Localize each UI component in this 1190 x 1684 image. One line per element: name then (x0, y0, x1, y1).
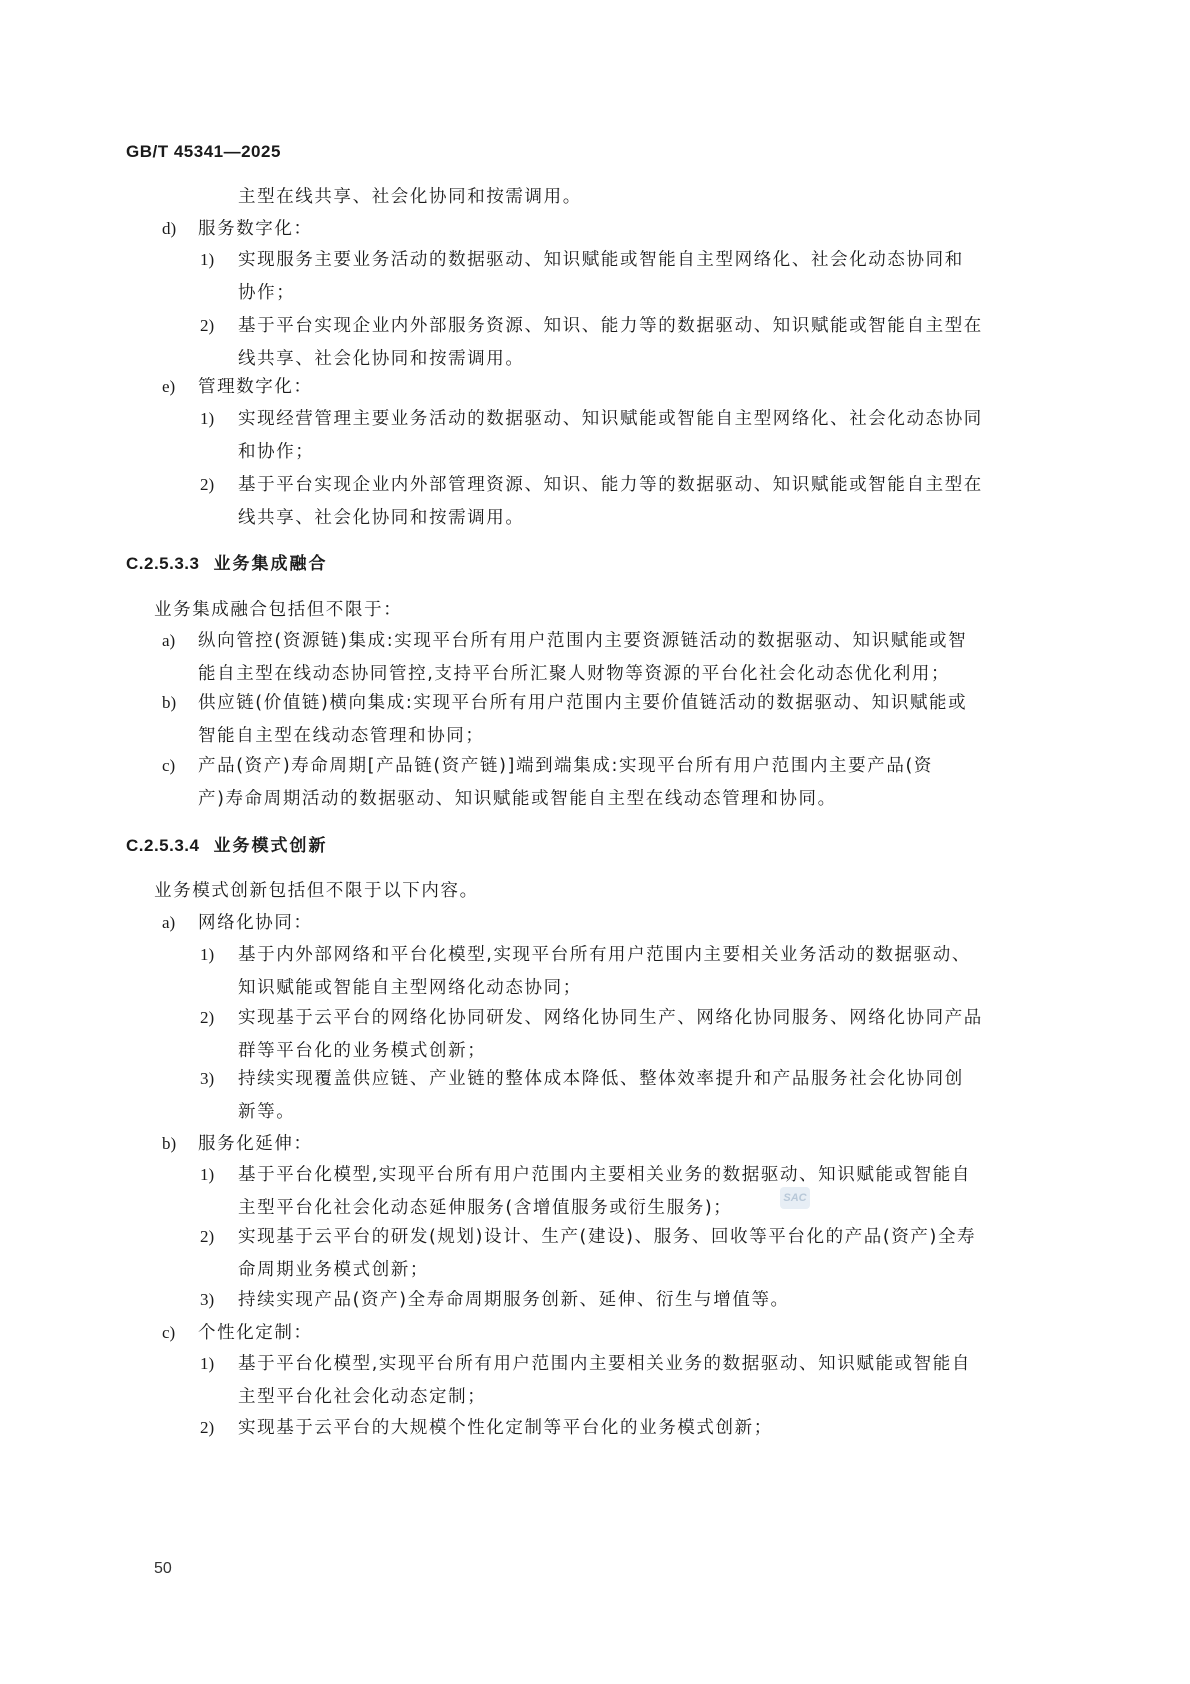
standard-code: GB/T 45341—2025 (126, 142, 281, 161)
list-item-text: 基于平台实现企业内外部管理资源、知识、能力等的数据驱动、知识赋能或智能自主型在 (238, 475, 983, 495)
list-item-text: 线共享、社会化协同和按需调用。 (238, 349, 525, 369)
list-item-label: d) (162, 219, 177, 238)
list-item-label: a) (162, 913, 176, 932)
list-item-text: 协作； (238, 283, 296, 303)
list-item-text: 持续实现产品(资产)全寿命周期服务创新、延伸、衍生与增值等。 (238, 1290, 790, 1310)
list-item-text: 供应链(价值链)横向集成:实现平台所有用户范围内主要价值链活动的数据驱动、知识赋能或 (198, 693, 968, 713)
section-heading (126, 553, 328, 575)
list-item-text: 能自主型在线动态协同管控,支持平台所汇聚人财物等资源的平台化社会化动态优化利用； (198, 664, 951, 684)
section-heading (126, 835, 328, 857)
list-item-label: 1) (200, 250, 215, 269)
list-item-label: c) (162, 1323, 176, 1342)
list-item-text: 命周期业务模式创新； (238, 1260, 429, 1280)
list-item-text: 线共享、社会化协同和按需调用。 (238, 508, 525, 528)
section-title: 业务集成融合 (213, 554, 328, 574)
list-item-label: 3) (200, 1069, 215, 1088)
page-number: 50 (154, 1560, 172, 1577)
list-item-text: 个性化定制： (198, 1323, 313, 1343)
list-item-text: 和协作； (238, 442, 315, 462)
list-item-label: 1) (200, 945, 215, 964)
list-item-text: 网络化协同： (198, 913, 313, 933)
list-item-label: e) (162, 377, 176, 396)
list-item-label: b) (162, 693, 177, 712)
list-item-text: 管理数字化： (198, 377, 313, 397)
list-item-text: 知识赋能或智能自主型网络化动态协同； (238, 978, 582, 998)
list-item-label: 2) (200, 1008, 215, 1027)
list-item-text: 实现基于云平台的大规模个性化定制等平台化的业务模式创新； (238, 1418, 773, 1438)
list-item-text: 实现经营管理主要业务活动的数据驱动、知识赋能或智能自主型网络化、社会化动态协同 (238, 409, 983, 429)
list-item-label: 2) (200, 475, 215, 494)
list-item-text: 主型平台化社会化动态定制； (238, 1387, 487, 1407)
sac-watermark-logo: SAC (780, 1187, 810, 1209)
list-item-text: 产品(资产)寿命周期[产品链(资产链)]端到端集成:实现平台所有用户范围内主要产品(资 (198, 756, 933, 776)
list-item-text: 主型平台化社会化动态延伸服务(含增值服务或衍生服务)； (238, 1198, 733, 1218)
list-item-label: b) (162, 1134, 177, 1153)
list-item-text: 基于平台实现企业内外部服务资源、知识、能力等的数据驱动、知识赋能或智能自主型在 (238, 316, 983, 336)
list-item-label: 1) (200, 1165, 215, 1184)
list-item-label: 1) (200, 1354, 215, 1373)
list-item-text: 产)寿命周期活动的数据驱动、知识赋能或智能自主型在线动态管理和协同。 (198, 789, 837, 809)
section-number: C.2.5.3.4 (126, 836, 200, 855)
list-item-text: 实现服务主要业务活动的数据驱动、知识赋能或智能自主型网络化、社会化动态协同和 (238, 250, 964, 270)
list-item-label: 2) (200, 316, 215, 335)
paragraph-text: 业务集成融合包括但不限于： (154, 600, 403, 620)
list-item-label: c) (162, 756, 176, 775)
list-item-text: 实现基于云平台的网络化协同研发、网络化协同生产、网络化协同服务、网络化协同产品 (238, 1008, 983, 1028)
list-item-text: 实现基于云平台的研发(规划)设计、生产(建设)、服务、回收等平台化的产品(资产)全寿 (238, 1227, 977, 1247)
list-item-text: 基于内外部网络和平台化模型,实现平台所有用户范围内主要相关业务活动的数据驱动、 (238, 945, 971, 965)
list-item-text: 智能自主型在线动态管理和协同； (198, 726, 485, 746)
list-item-text: 服务化延伸： (198, 1134, 313, 1154)
section-title: 业务模式创新 (213, 836, 328, 856)
list-item-label: a) (162, 631, 176, 650)
list-item-text: 服务数字化： (198, 219, 313, 239)
paragraph-text: 主型在线共享、社会化协同和按需调用。 (238, 187, 582, 207)
list-item-text: 纵向管控(资源链)集成:实现平台所有用户范围内主要资源链活动的数据驱动、知识赋能或智 (198, 631, 968, 651)
list-item-label: 3) (200, 1290, 215, 1309)
list-item-text: 基于平台化模型,实现平台所有用户范围内主要相关业务的数据驱动、知识赋能或智能自 (238, 1165, 971, 1185)
list-item-label: 2) (200, 1418, 215, 1437)
list-item-label: 2) (200, 1227, 215, 1246)
list-item-label: 1) (200, 409, 215, 428)
list-item-text: 群等平台化的业务模式创新； (238, 1041, 487, 1061)
list-item-text: 新等。 (238, 1102, 296, 1122)
paragraph-text: 业务模式创新包括但不限于以下内容。 (154, 881, 479, 901)
section-number: C.2.5.3.3 (126, 554, 200, 573)
list-item-text: 持续实现覆盖供应链、产业链的整体成本降低、整体效率提升和产品服务社会化协同创 (238, 1069, 964, 1089)
list-item-text: 基于平台化模型,实现平台所有用户范围内主要相关业务的数据驱动、知识赋能或智能自 (238, 1354, 971, 1374)
